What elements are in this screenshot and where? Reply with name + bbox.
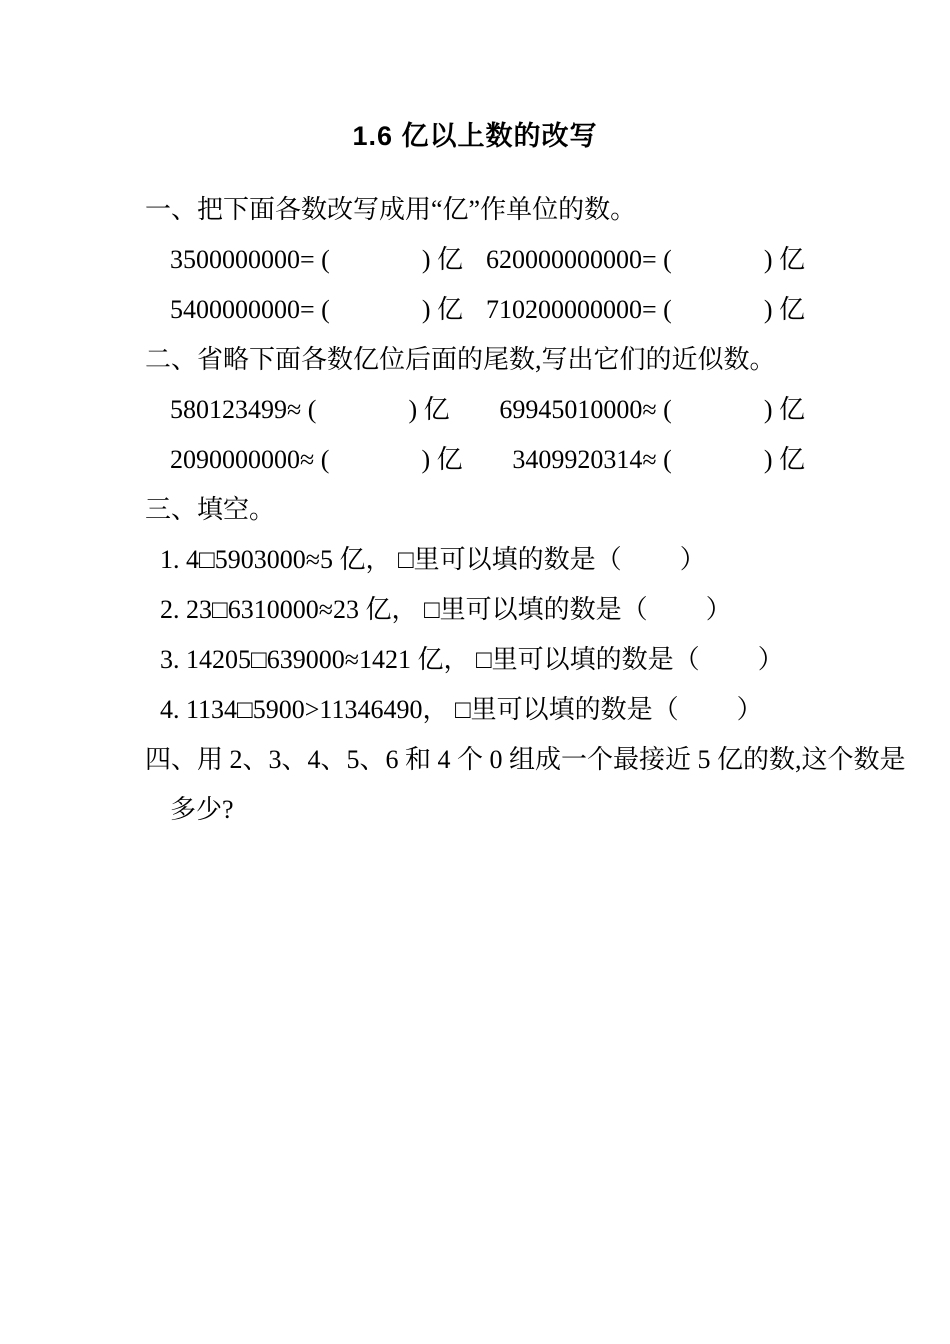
answer-blank xyxy=(672,267,764,268)
expression-prefix: 3500000000= ( xyxy=(170,244,330,274)
expression-prefix: 5400000000= ( xyxy=(170,294,330,324)
fill-blank-item-4 xyxy=(160,682,805,732)
expression-suffix: ） xyxy=(736,694,763,724)
fill-blank-text xyxy=(160,589,732,626)
section-4-heading-line-1: 四、用 2、3、4、5、6 和 4 个 0 组成一个最接近 5 亿的数,这个数是 xyxy=(145,744,906,774)
fill-blank-item-3 xyxy=(160,632,805,682)
section-1-heading: 一、把下面各数改写成用“亿”作单位的数。 xyxy=(145,194,637,224)
expression-suffix: ） xyxy=(705,594,732,624)
answer-blank xyxy=(672,467,764,468)
expression-suffix: ) 亿 xyxy=(763,244,805,274)
answer-blank xyxy=(330,317,422,318)
fill-blank-text xyxy=(160,689,763,726)
approximation-item xyxy=(170,439,463,476)
section-3-heading: 三、填空。 xyxy=(145,494,276,524)
section-2-row-1 xyxy=(170,382,805,432)
expression-suffix: ) 亿 xyxy=(763,394,805,424)
fill-blank-text xyxy=(160,639,784,676)
expression-prefix: 580123499≈ ( xyxy=(170,394,317,424)
expression-suffix: ) 亿 xyxy=(763,294,805,324)
expression-suffix: ） xyxy=(679,544,706,574)
expression-suffix: ) 亿 xyxy=(763,444,805,474)
conversion-item xyxy=(486,239,805,276)
approximation-item xyxy=(170,389,450,426)
expression-prefix: 1. 4□5903000≈5 亿， □里可以填的数是（ xyxy=(160,544,622,574)
page-title: 1.6 亿以上数的改写 xyxy=(352,121,598,151)
section-1-row-1 xyxy=(170,232,805,282)
expression-suffix: ） xyxy=(757,644,784,674)
expression-suffix: ) 亿 xyxy=(421,444,463,474)
expression-prefix: 620000000000= ( xyxy=(486,244,672,274)
expression-prefix: 69945010000≈ ( xyxy=(499,394,672,424)
section-4-heading-line-2: 多少? xyxy=(170,794,234,824)
approximation-item xyxy=(499,389,805,426)
expression-prefix: 710200000000= ( xyxy=(486,294,672,324)
expression-suffix: ) 亿 xyxy=(421,294,463,324)
answer-blank xyxy=(330,267,422,268)
answer-blank xyxy=(316,417,408,418)
section-1-row-2 xyxy=(170,282,805,332)
expression-prefix: 2. 23□6310000≈23 亿， □里可以填的数是（ xyxy=(160,594,648,624)
fill-blank-text xyxy=(160,539,706,576)
expression-prefix: 3409920314≈ ( xyxy=(512,444,672,474)
expression-suffix: ) 亿 xyxy=(408,394,450,424)
fill-blank-item-2 xyxy=(160,582,805,632)
answer-blank xyxy=(622,567,680,568)
expression-suffix: ) 亿 xyxy=(421,244,463,274)
approximation-item xyxy=(512,439,805,476)
fill-blank-item-1 xyxy=(160,532,805,582)
conversion-item xyxy=(486,289,805,326)
answer-blank xyxy=(672,417,764,418)
answer-blank xyxy=(700,667,758,668)
answer-blank xyxy=(672,317,764,318)
answer-blank xyxy=(329,467,421,468)
section-2-heading: 二、省略下面各数亿位后面的尾数,写出它们的近似数。 xyxy=(145,344,776,374)
answer-blank xyxy=(679,717,737,718)
expression-prefix: 2090000000≈ ( xyxy=(170,444,330,474)
section-2-row-2 xyxy=(170,432,805,482)
answer-blank xyxy=(648,617,706,618)
conversion-item xyxy=(170,239,463,276)
expression-prefix: 3. 14205□639000≈1421 亿， □里可以填的数是（ xyxy=(160,644,700,674)
expression-prefix: 4. 1134□5900>11346490， □里可以填的数是（ xyxy=(160,694,679,724)
conversion-item xyxy=(170,289,463,326)
